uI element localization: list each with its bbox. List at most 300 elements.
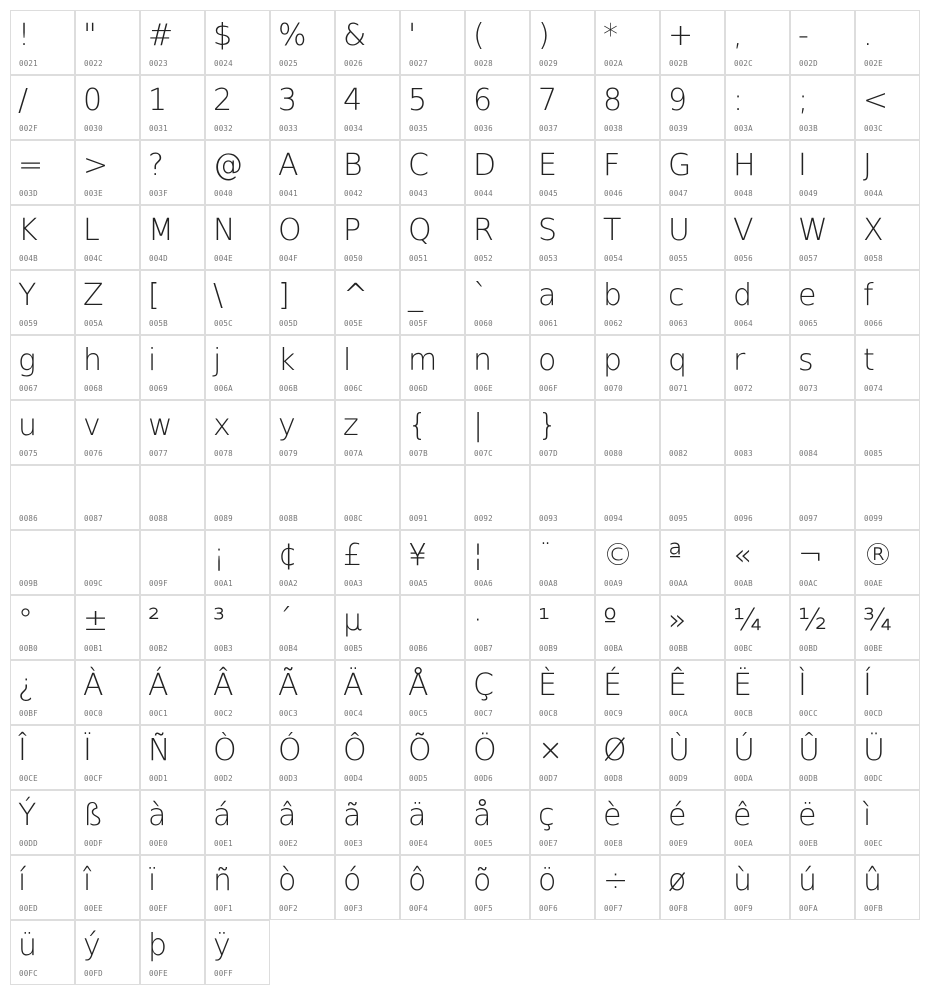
glyph-character: Z [83,278,104,313]
glyph-character: å [473,798,492,833]
glyph-cell [205,270,270,335]
glyph-character: ö [538,863,557,898]
glyph-cell [75,530,140,595]
glyph-character: Ã [278,668,299,703]
glyph-cell [335,10,400,75]
glyph-cell [790,75,855,140]
glyph-codepoint: 0026 [344,59,363,68]
glyph-cell [530,465,595,530]
glyph-codepoint: 00D8 [604,774,623,783]
glyph-character: [ [148,278,160,313]
glyph-character: ) [538,18,550,53]
glyph-codepoint: 0041 [279,189,298,198]
glyph-cell [465,725,530,790]
glyph-character: u [18,408,38,443]
glyph-codepoint: 005C [214,319,233,328]
glyph-cell [270,855,335,920]
glyph-cell [725,400,790,465]
glyph-cell [465,140,530,205]
glyph-cell [400,725,465,790]
glyph-codepoint: 0088 [149,514,168,523]
glyph-codepoint: 0035 [409,124,428,133]
glyph-character: P [343,213,362,248]
glyph-character: ò [278,863,297,898]
glyph-codepoint: 0062 [604,319,623,328]
glyph-codepoint: 00F5 [474,904,493,913]
glyph-character: Ñ [148,733,171,768]
glyph-codepoint: 0070 [604,384,623,393]
glyph-character: G [668,148,692,183]
glyph-cell [400,140,465,205]
glyph-cell [270,465,335,530]
glyph-character: z [343,408,359,443]
glyph-codepoint: 0058 [864,254,883,263]
glyph-cell [790,335,855,400]
glyph-cell [855,75,920,140]
glyph-cell [270,75,335,140]
glyph-cell [790,660,855,725]
glyph-codepoint: 00EA [734,839,753,848]
glyph-character: è [603,798,622,833]
glyph-character: ? [148,148,164,183]
glyph-character: e [798,278,817,313]
glyph-cell [400,790,465,855]
glyph-codepoint: 00D1 [149,774,168,783]
glyph-character: 6 [473,83,493,118]
glyph-cell [595,855,660,920]
glyph-character: Ù [668,733,690,768]
glyph-codepoint: 00DA [734,774,753,783]
glyph-character: 0 [83,83,103,118]
glyph-cell [465,530,530,595]
glyph-codepoint: 00C9 [604,709,623,718]
glyph-character: 4 [343,83,363,118]
glyph-character: É [603,668,622,703]
glyph-character: b [603,278,623,313]
glyph-cell [595,725,660,790]
glyph-codepoint: 0045 [539,189,558,198]
glyph-cell [140,855,205,920]
glyph-codepoint: 0056 [734,254,753,263]
glyph-cell [660,595,725,660]
glyph-cell [75,140,140,205]
glyph-cell [530,205,595,270]
glyph-cell [140,75,205,140]
glyph-character: K [18,213,38,248]
glyph-codepoint: 0085 [864,449,883,458]
glyph-codepoint: 0069 [149,384,168,393]
glyph-cell [335,660,400,725]
glyph-character: q [668,343,688,378]
glyph-codepoint: 0032 [214,124,233,133]
glyph-character: R [473,213,494,248]
glyph-cell [530,270,595,335]
glyph-cell [595,595,660,660]
glyph-character: I [798,148,807,183]
glyph-cell [10,270,75,335]
glyph-codepoint: 0082 [669,449,688,458]
glyph-character: ½ [798,603,828,638]
glyph-cell [140,465,205,530]
glyph-cell [75,270,140,335]
glyph-codepoint: 007A [344,449,363,458]
glyph-character: ä [408,798,427,833]
glyph-cell [335,725,400,790]
glyph-codepoint: 00E5 [474,839,493,848]
glyph-codepoint: 002F [19,124,38,133]
glyph-cell [205,530,270,595]
glyph-codepoint: 0083 [734,449,753,458]
glyph-character: ¹ [538,603,551,638]
glyph-codepoint: 00E8 [604,839,623,848]
glyph-codepoint: 00E1 [214,839,233,848]
glyph-cell [75,790,140,855]
glyph-character: H [733,148,756,183]
glyph-cell [465,400,530,465]
glyph-cell [530,855,595,920]
glyph-cell [465,75,530,140]
glyph-codepoint: 00F8 [669,904,688,913]
glyph-codepoint: 00A1 [214,579,233,588]
glyph-codepoint: 0033 [279,124,298,133]
glyph-cell [465,335,530,400]
glyph-codepoint: 005E [344,319,363,328]
glyph-character: l [343,343,352,378]
glyph-codepoint: 0047 [669,189,688,198]
glyph-cell [725,790,790,855]
glyph-codepoint: 00CB [734,709,753,718]
glyph-cell [725,10,790,75]
glyph-character: } [538,408,558,443]
glyph-cell [660,790,725,855]
glyph-codepoint: 00C4 [344,709,363,718]
glyph-character: + [668,18,694,53]
glyph-codepoint: 007C [474,449,493,458]
glyph-cell [140,400,205,465]
glyph-codepoint: 00ED [19,904,38,913]
glyph-codepoint: 0095 [669,514,688,523]
glyph-cell [140,205,205,270]
glyph-cell [725,335,790,400]
glyph-cell [855,140,920,205]
glyph-cell [400,270,465,335]
glyph-codepoint: 00D6 [474,774,493,783]
glyph-cell [725,270,790,335]
glyph-character: î [83,863,92,898]
glyph-character: Y [18,278,37,313]
glyph-cell [270,595,335,660]
glyph-cell [205,465,270,530]
glyph-cell [595,75,660,140]
glyph-character: ï [148,863,157,898]
glyph-codepoint: 00EE [84,904,103,913]
glyph-character: ¨ [538,538,553,573]
glyph-codepoint: 00AE [864,579,883,588]
glyph-cell [270,790,335,855]
glyph-cell [725,205,790,270]
glyph-character: ê [733,798,752,833]
glyph-cell [10,790,75,855]
glyph-codepoint: 0066 [864,319,883,328]
glyph-cell [75,335,140,400]
glyph-character: { [408,408,428,443]
glyph-codepoint: 0023 [149,59,168,68]
glyph-cell [270,270,335,335]
glyph-character: © [603,538,633,573]
glyph-codepoint: 007B [409,449,428,458]
glyph-codepoint: 006C [344,384,363,393]
glyph-cell [660,10,725,75]
glyph-character: Ý [18,798,37,833]
glyph-codepoint: 00F2 [279,904,298,913]
glyph-cell [660,205,725,270]
glyph-character: T [603,213,622,248]
glyph-codepoint: 002C [734,59,753,68]
glyph-codepoint: 00FC [19,969,38,978]
glyph-character: ¡ [213,538,226,573]
glyph-codepoint: 00C8 [539,709,558,718]
glyph-cell [75,465,140,530]
glyph-cell [205,920,270,985]
glyph-character: ` [473,278,488,313]
glyph-character: g [18,343,37,378]
glyph-character: Ø [603,733,627,768]
glyph-cell [530,335,595,400]
glyph-character: í [18,863,27,898]
glyph-codepoint: 008C [344,514,363,523]
glyph-codepoint: 0034 [344,124,363,133]
glyph-cell [400,660,465,725]
glyph-codepoint: 00D9 [669,774,688,783]
glyph-character: × [538,733,564,768]
glyph-codepoint: 005F [409,319,428,328]
glyph-codepoint: 0037 [539,124,558,133]
glyph-cell [75,725,140,790]
glyph-cell [465,10,530,75]
glyph-cell [10,530,75,595]
glyph-codepoint: 009C [84,579,103,588]
glyph-cell [530,140,595,205]
glyph-cell [530,75,595,140]
glyph-character: # [148,18,174,53]
glyph-character: = [18,148,44,183]
glyph-cell [790,855,855,920]
glyph-cell [205,595,270,660]
glyph-codepoint: 00B7 [474,644,493,653]
glyph-cell [75,400,140,465]
glyph-character: ² [148,603,161,638]
glyph-cell [725,595,790,660]
glyph-codepoint: 0029 [539,59,558,68]
glyph-codepoint: 0027 [409,59,428,68]
glyph-grid [10,10,920,985]
glyph-codepoint: 00BB [669,644,688,653]
glyph-character: £ [343,538,363,573]
glyph-codepoint: 00CC [799,709,818,718]
glyph-character: w [148,408,173,443]
glyph-character: - [798,18,809,53]
glyph-cell [465,855,530,920]
glyph-codepoint: 00AA [669,579,688,588]
glyph-codepoint: 0092 [474,514,493,523]
glyph-character: Ì [798,668,807,703]
glyph-character: ë [798,798,817,833]
glyph-codepoint: 0021 [19,59,38,68]
glyph-codepoint: 0042 [344,189,363,198]
glyph-cell [855,270,920,335]
glyph-cell [335,335,400,400]
glyph-cell [790,725,855,790]
glyph-character: N [213,213,236,248]
glyph-codepoint: 00D7 [539,774,558,783]
glyph-character: % [278,18,307,53]
glyph-character: _ [408,278,423,313]
glyph-cell [335,855,400,920]
glyph-codepoint: 0065 [799,319,818,328]
glyph-cell [725,140,790,205]
glyph-codepoint: 004C [84,254,103,263]
glyph-codepoint: 00CD [864,709,883,718]
glyph-character: S [538,213,558,248]
glyph-cell [270,725,335,790]
glyph-cell [855,855,920,920]
glyph-cell [725,465,790,530]
glyph-cell [790,205,855,270]
glyph-character: h [83,343,103,378]
glyph-codepoint: 00B3 [214,644,233,653]
glyph-codepoint: 0049 [799,189,818,198]
glyph-character: o [538,343,557,378]
glyph-codepoint: 0038 [604,124,623,133]
glyph-character: Ä [343,668,364,703]
glyph-cell [595,465,660,530]
glyph-character: ñ [213,863,233,898]
glyph-codepoint: 00C0 [84,709,103,718]
glyph-codepoint: 00F6 [539,904,558,913]
glyph-cell [725,75,790,140]
glyph-character: E [538,148,557,183]
glyph-character: « [733,538,752,573]
glyph-cell [270,660,335,725]
glyph-codepoint: 00D2 [214,774,233,783]
glyph-cell [205,725,270,790]
glyph-codepoint: 006A [214,384,233,393]
glyph-cell [140,725,205,790]
glyph-cell [75,920,140,985]
glyph-cell [10,400,75,465]
glyph-character: r [733,343,746,378]
glyph-cell [400,595,465,660]
glyph-cell [855,465,920,530]
glyph-character: U [668,213,690,248]
glyph-cell [595,400,660,465]
glyph-cell [595,790,660,855]
glyph-codepoint: 00E3 [344,839,363,848]
glyph-character: f [863,278,874,313]
glyph-codepoint: 0099 [864,514,883,523]
glyph-cell [270,530,335,595]
glyph-cell [335,400,400,465]
glyph-character: ± [83,603,109,638]
glyph-character: Ë [733,668,752,703]
glyph-codepoint: 00D4 [344,774,363,783]
glyph-cell [530,400,595,465]
glyph-codepoint: 0048 [734,189,753,198]
glyph-codepoint: 005D [279,319,298,328]
glyph-codepoint: 0031 [149,124,168,133]
glyph-cell [465,660,530,725]
glyph-codepoint: 00B4 [279,644,298,653]
glyph-cell [595,530,660,595]
glyph-cell [530,530,595,595]
glyph-cell [660,400,725,465]
glyph-codepoint: 00DC [864,774,883,783]
glyph-character: | [473,408,484,443]
glyph-character: Í [863,668,872,703]
glyph-cell [270,205,335,270]
glyph-character: W [798,213,828,248]
glyph-cell [335,270,400,335]
glyph-codepoint: 003D [19,189,38,198]
glyph-cell [465,270,530,335]
glyph-cell [140,790,205,855]
glyph-codepoint: 0039 [669,124,688,133]
glyph-character: 3 [278,83,298,118]
glyph-character: È [538,668,557,703]
glyph-codepoint: 0068 [84,384,103,393]
glyph-codepoint: 004F [279,254,298,263]
glyph-codepoint: 00E7 [539,839,558,848]
glyph-cell [205,10,270,75]
glyph-cell [660,530,725,595]
glyph-cell [75,855,140,920]
glyph-character: ý [83,928,101,963]
glyph-character: ¦ [473,538,484,573]
glyph-cell [205,205,270,270]
glyph-codepoint: 0074 [864,384,883,393]
glyph-character: c [668,278,685,313]
glyph-codepoint: 00B1 [84,644,103,653]
glyph-character: ã [343,798,362,833]
glyph-character: Ê [668,668,687,703]
glyph-character: ( [473,18,485,53]
glyph-codepoint: 0057 [799,254,818,263]
glyph-codepoint: 0086 [19,514,38,523]
glyph-codepoint: 00E9 [669,839,688,848]
glyph-character: O [278,213,302,248]
glyph-codepoint: 0087 [84,514,103,523]
glyph-codepoint: 0025 [279,59,298,68]
glyph-codepoint: 0060 [474,319,493,328]
glyph-codepoint: 00BD [799,644,818,653]
glyph-codepoint: 00B6 [409,644,428,653]
glyph-character: v [83,408,101,443]
glyph-cell [725,725,790,790]
glyph-codepoint: 0051 [409,254,428,263]
glyph-cell [75,75,140,140]
glyph-codepoint: 0093 [539,514,558,523]
glyph-character: m [408,343,438,378]
glyph-character: y [278,408,296,443]
glyph-character: á [213,798,232,833]
glyph-cell [10,660,75,725]
glyph-character: * [603,18,618,53]
glyph-codepoint: 0084 [799,449,818,458]
glyph-cell [530,790,595,855]
glyph-character: C [408,148,429,183]
glyph-codepoint: 0073 [799,384,818,393]
glyph-character: < [863,83,889,118]
